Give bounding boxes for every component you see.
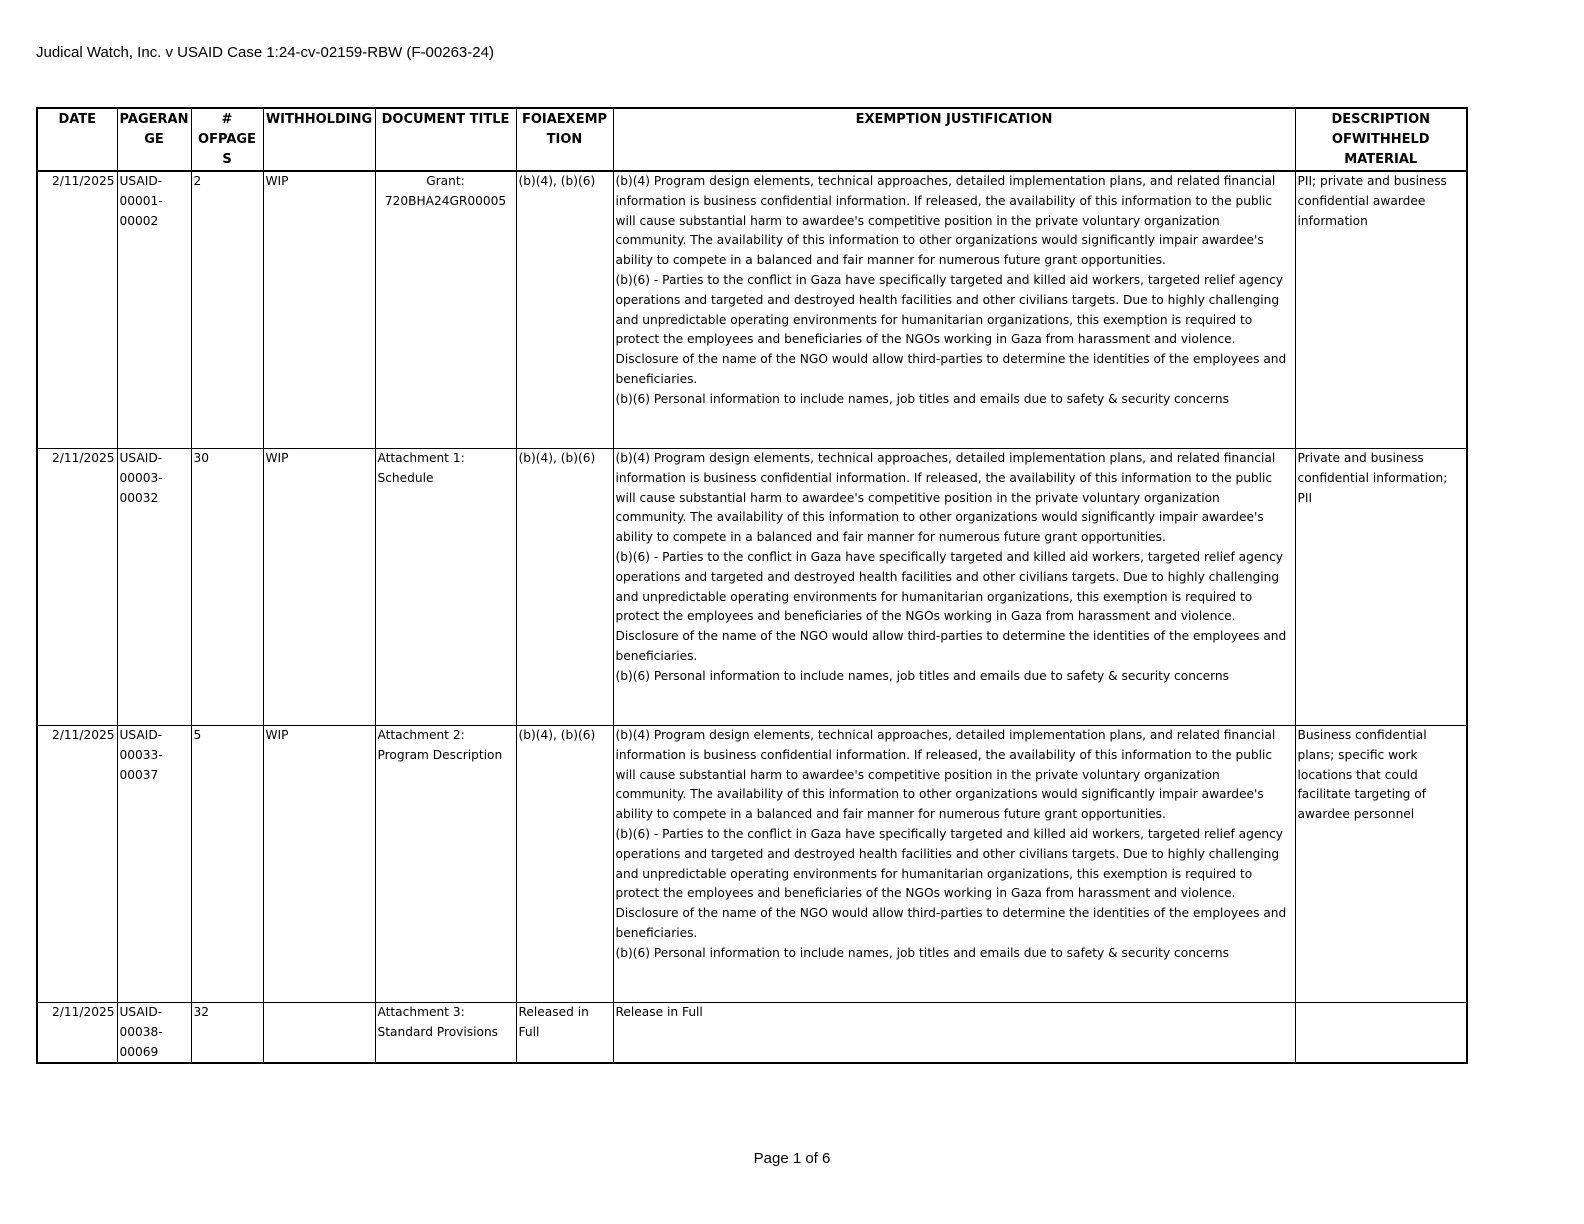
cell-date: 2/11/2025 — [37, 449, 117, 726]
cell-document-title: Attachment 1: Schedule — [375, 449, 516, 726]
cell-withholding: WIP — [263, 449, 375, 726]
cell-page-range: USAID- 00001- 00002 — [117, 171, 191, 449]
vaughn-index-table — [36, 107, 1468, 1064]
cell-page-range: USAID- 00003- 00032 — [117, 449, 191, 726]
col-header-date: DATE — [37, 108, 117, 171]
cell-document-title: Attachment 3: Standard Provisions — [375, 1003, 516, 1064]
table-row — [37, 171, 1467, 449]
cell-date: 2/11/2025 — [37, 726, 117, 1003]
col-header-exemption-justification: EXEMPTION JUSTIFICATION — [613, 108, 1295, 171]
cell-description: Business confidential plans; specific work locations that could facilitate targeting of awardee personnel — [1295, 726, 1467, 1003]
cell-date: 2/11/2025 — [37, 1003, 117, 1064]
cell-exemption-justification: (b)(4) Program design elements, technical approaches, detailed implementation plans, and related financial information is business confidential information. If released, the availability of this information to the public will cause substantial harm to awardee's competitive position in the private voluntary organization community. The availability of this information to other organizations would significantly impair awardee's ability to compete in a balanced and fair manner for numerous future grant opportunities. (b)(6) - Parties to the conflict in Gaza have specifically targeted and killed aid workers, targeted relief agency operations and targeted and destroyed health facilities and other civilians targets. Due to highly challenging and unpredictable operating environments for humanitarian organizations, this exemption is required to protect the employees and beneficiaries of the NGOs working in Gaza from harassment and violence. Disclosure of the name of the NGO would allow third-parties to determine the identities of the employees and beneficiaries. (b)(6) Personal information to include names, job titles and emails due to safety & security concerns — [613, 726, 1295, 1003]
cell-description — [1295, 1003, 1467, 1064]
cell-num-pages: 5 — [191, 726, 263, 1003]
header-row — [37, 108, 1467, 171]
col-header-num-pages: # OFPAGES — [191, 108, 263, 171]
cell-exemption-justification: Release in Full — [613, 1003, 1295, 1064]
case-title: Judical Watch, Inc. v USAID Case 1:24-cv-02159-RBW (F-00263-24) — [36, 44, 494, 61]
cell-foia-exemption: (b)(4), (b)(6) — [516, 171, 613, 449]
col-header-foia-exemption: FOIAEXEMPTION — [516, 108, 613, 171]
cell-description: PII; private and business confidential awardee information — [1295, 171, 1467, 449]
cell-date: 2/11/2025 — [37, 171, 117, 449]
cell-withholding: WIP — [263, 171, 375, 449]
cell-page-range: USAID- 00038- 00069 — [117, 1003, 191, 1064]
cell-num-pages: 32 — [191, 1003, 263, 1064]
cell-description: Private and business confidential information; PII — [1295, 449, 1467, 726]
table-row — [37, 1003, 1467, 1064]
col-header-document-title: DOCUMENT TITLE — [375, 108, 516, 171]
table-row — [37, 726, 1467, 1003]
col-header-page-range: PAGERANGE — [117, 108, 191, 171]
cell-num-pages: 30 — [191, 449, 263, 726]
cell-foia-exemption: (b)(4), (b)(6) — [516, 449, 613, 726]
cell-num-pages: 2 — [191, 171, 263, 449]
page-number: Page 1 of 6 — [753, 1150, 831, 1167]
cell-exemption-justification: (b)(4) Program design elements, technical approaches, detailed implementation plans, and related financial information is business confidential information. If released, the availability of this information to the public will cause substantial harm to awardee's competitive position in the private voluntary organization community. The availability of this information to other organizations would significantly impair awardee's ability to compete in a balanced and fair manner for numerous future grant opportunities. (b)(6) - Parties to the conflict in Gaza have specifically targeted and killed aid workers, targeted relief agency operations and targeted and destroyed health facilities and other civilians targets. Due to highly challenging and unpredictable operating environments for humanitarian organizations, this exemption is required to protect the employees and beneficiaries of the NGOs working in Gaza from harassment and violence. Disclosure of the name of the NGO would allow third-parties to determine the identities of the employees and beneficiaries. (b)(6) Personal information to include names, job titles and emails due to safety & security concerns — [613, 449, 1295, 726]
cell-foia-exemption: (b)(4), (b)(6) — [516, 726, 613, 1003]
cell-withholding: WIP — [263, 726, 375, 1003]
cell-withholding — [263, 1003, 375, 1064]
cell-page-range: USAID- 00033- 00037 — [117, 726, 191, 1003]
cell-foia-exemption: Released in Full — [516, 1003, 613, 1064]
col-header-description: DESCRIPTION OFWITHHELD MATERIAL — [1295, 108, 1467, 171]
cell-document-title: Grant: 720BHA24GR00005 — [375, 171, 516, 449]
cell-exemption-justification: (b)(4) Program design elements, technical approaches, detailed implementation plans, and related financial information is business confidential information. If released, the availability of this information to the public will cause substantial harm to awardee's competitive position in the private voluntary organization community. The availability of this information to other organizations would significantly impair awardee's ability to compete in a balanced and fair manner for numerous future grant opportunities. (b)(6) - Parties to the conflict in Gaza have specifically targeted and killed aid workers, targeted relief agency operations and targeted and destroyed health facilities and other civilians targets. Due to highly challenging and unpredictable operating environments for humanitarian organizations, this exemption is required to protect the employees and beneficiaries of the NGOs working in Gaza from harassment and violence. Disclosure of the name of the NGO would allow third-parties to determine the identities of the employees and beneficiaries. (b)(6) Personal information to include names, job titles and emails due to safety & security concerns — [613, 171, 1295, 449]
col-header-withholding: WITHHOLDING — [263, 108, 375, 171]
cell-document-title: Attachment 2: Program Description — [375, 726, 516, 1003]
table-row — [37, 449, 1467, 726]
